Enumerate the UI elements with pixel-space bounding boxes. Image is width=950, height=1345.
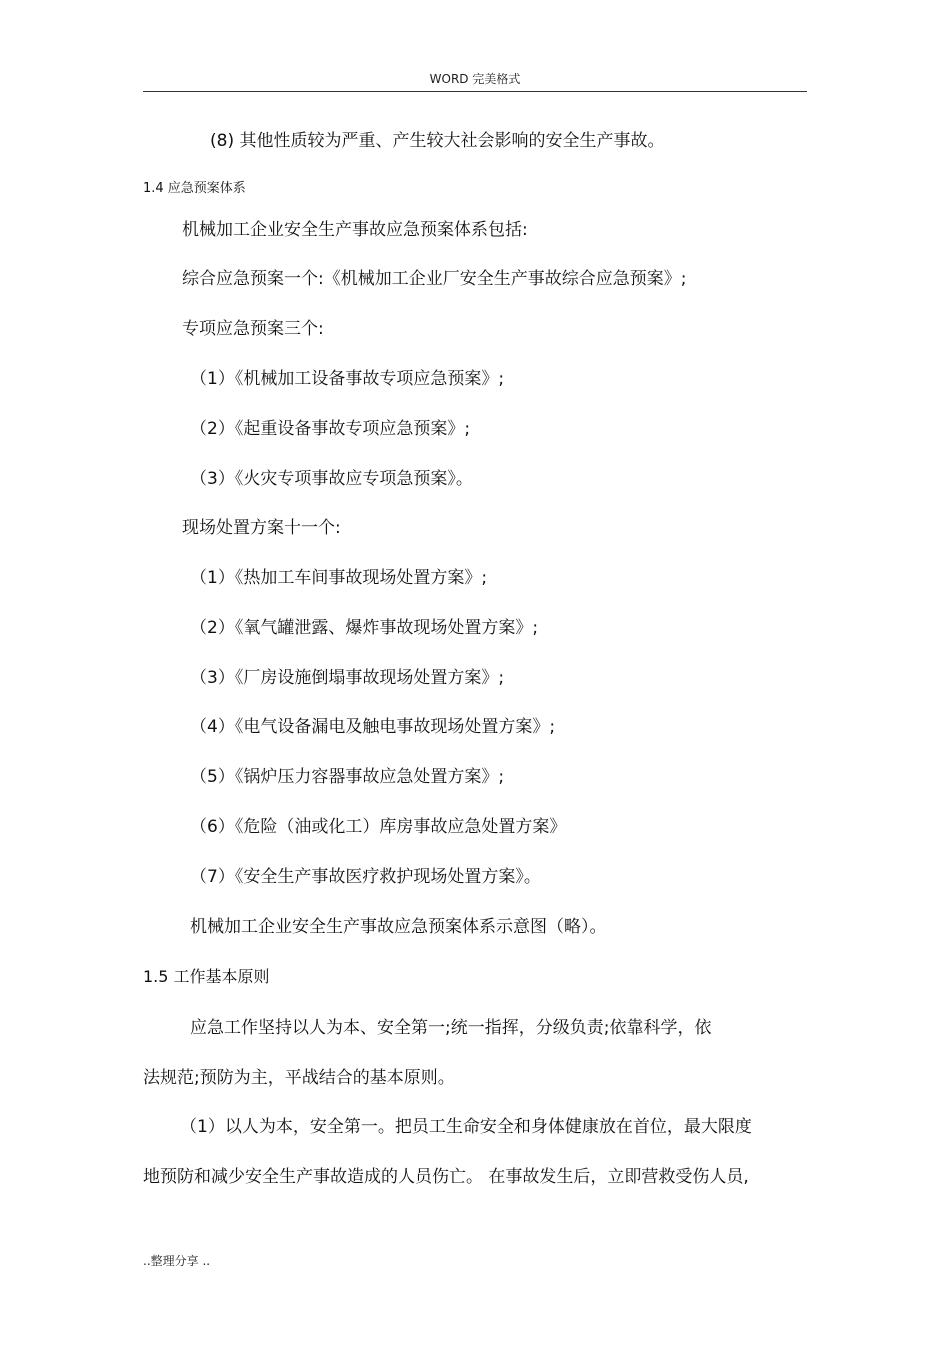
system-intro: 机械加工企业安全生产事故应急预案体系包括: (182, 220, 528, 240)
header-title: WORD 完美格式 (429, 72, 521, 86)
onsite-plan-item: （1）《热加工车间事故现场处置方案》; (190, 568, 488, 588)
onsite-plan-item: （3）《厂房设施倒塌事故现场处置方案》; (190, 668, 505, 688)
principles-paragraph-line: 法规范;预防为主，平战结合的基本原则。 (143, 1068, 455, 1088)
special-plans-heading: 专项应急预案三个: (182, 319, 324, 339)
onsite-plans-heading: 现场处置方案十一个: (182, 518, 341, 538)
section-heading-1-5: 1.5 工作基本原则 (143, 967, 270, 986)
section-heading-1-4: 1.4 应急预案体系 (143, 181, 246, 196)
special-plan-item: （1）《机械加工设备事故专项应急预案》; (190, 369, 505, 389)
diagram-note: 机械加工企业安全生产事故应急预案体系示意图（略）。 (190, 917, 607, 937)
onsite-plan-item: （4）《电气设备漏电及触电事故现场处置方案》; (190, 717, 556, 737)
onsite-plan-item: （5）《锅炉压力容器事故应急处置方案》; (190, 767, 505, 787)
page-footer: ..整理分享 .. (143, 1254, 211, 1268)
onsite-plan-item: （6）《危险（油或化工）库房事故应急处置方案》 (190, 817, 567, 837)
onsite-plan-item: （7）《安全生产事故医疗救护现场处置方案》。 (190, 867, 541, 887)
comprehensive-plan: 综合应急预案一个:《机械加工企业厂安全生产事故综合应急预案》; (182, 269, 687, 289)
header-divider (143, 91, 807, 92)
onsite-plan-item: （2）《氧气罐泄露、爆炸事故现场处置方案》; (190, 618, 539, 638)
special-plan-item: （3）《火灾专项事故应专项急预案》。 (190, 469, 473, 489)
item-8-text: (8) 其他性质较为严重、产生较大社会影响的安全生产事故。 (210, 131, 665, 151)
principle-1-line: 地预防和减少安全生产事故造成的人员伤亡。 在事故发生后，立即营救受伤人员, (143, 1167, 749, 1187)
principle-1-line: （1）以人为本，安全第一。把员工生命安全和身体健康放在首位，最大限度 (180, 1117, 752, 1137)
principles-paragraph-line: 应急工作坚持以人为本、安全第一;统一指挥，分级负责;依靠科学，依 (190, 1018, 712, 1038)
special-plan-item: （2）《起重设备事故专项应急预案》; (190, 419, 471, 439)
